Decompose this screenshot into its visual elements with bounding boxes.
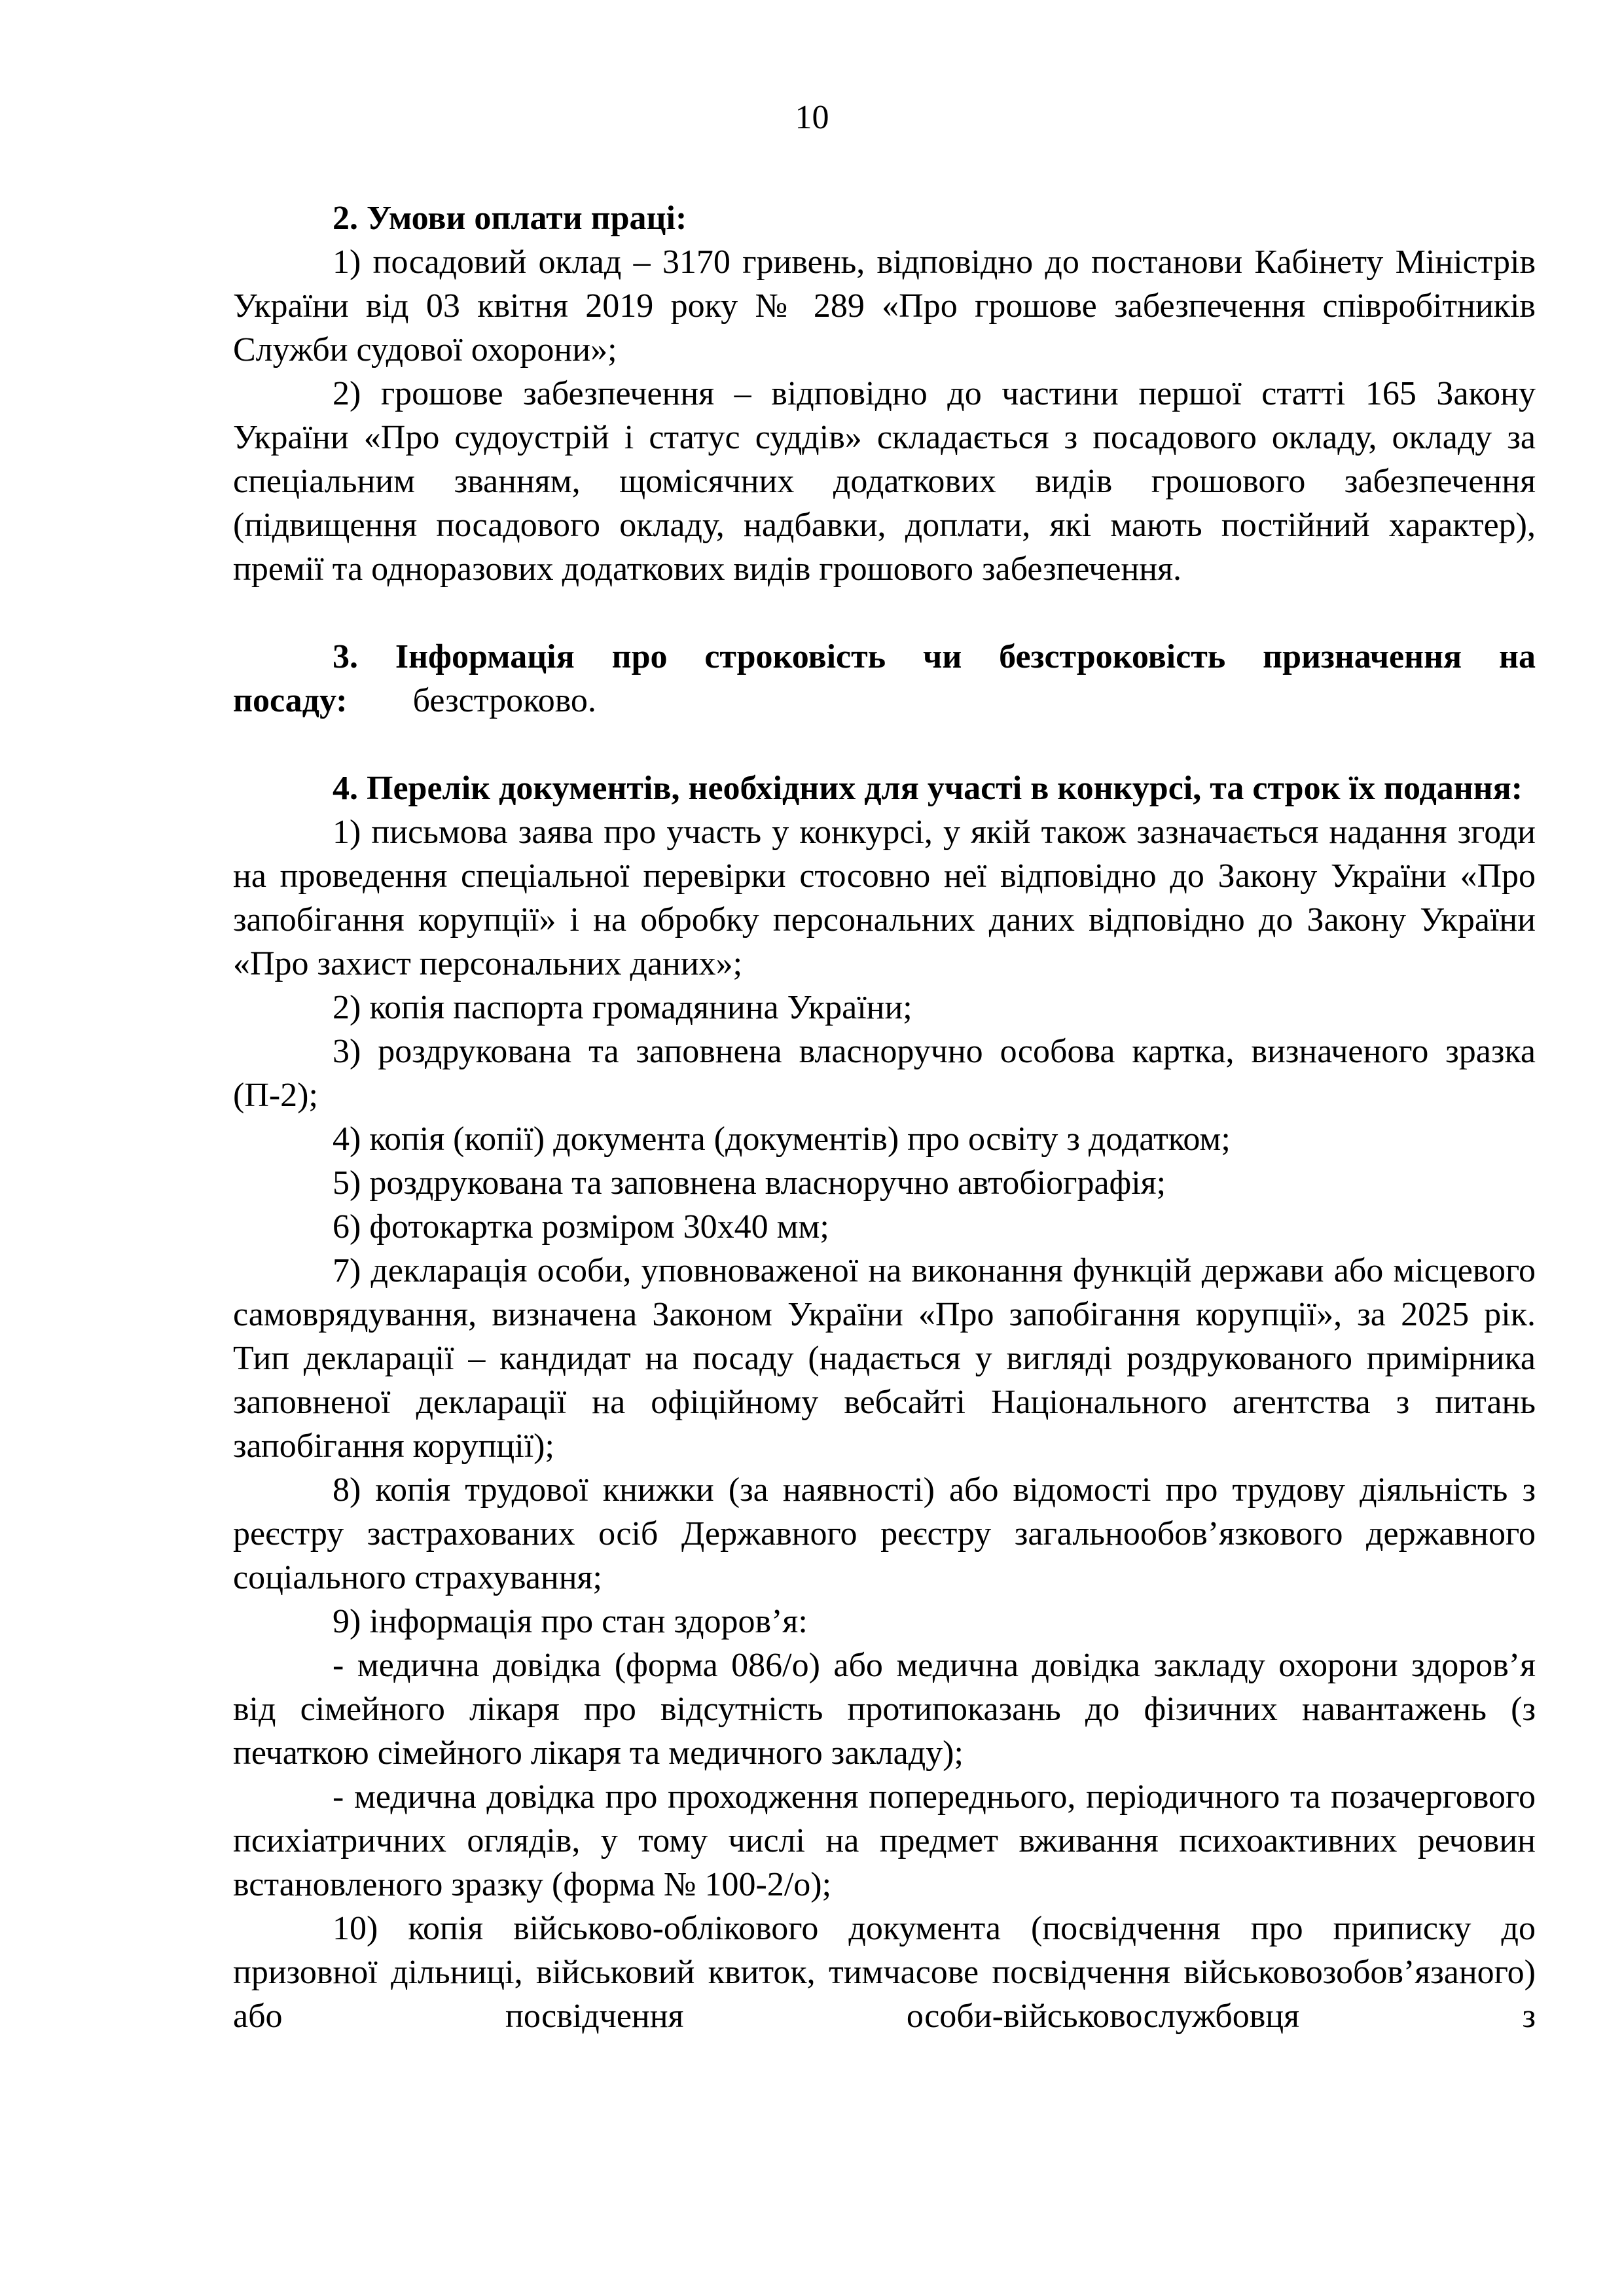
section-4-item-5: 5) роздрукована та заповнена власноручно автобіографія;	[333, 1164, 1166, 1202]
section-3-heading: 3. Інформація про строковість чи безстроковість призначення на посаду:	[233, 638, 1536, 719]
section-4-item-10: 10) копія військово-облікового документа (посвідчення про приписку до призовної дільниці, військовий квиток, тимчасове посвідчення військовозобов’язаного) або посвідчення особи-військовослужбовця з	[233, 1910, 1536, 2035]
section-4-item-9: 9) інформація про стан здоров’я:	[333, 1603, 808, 1640]
section-4-item-9-sub-2: - медична довідка про проходження попереднього, періодичного та позачергового психіатричних оглядів, у тому числі на предмет вживання психоактивних речовин встановленого зразку (форма № 100-2/о);	[233, 1778, 1536, 1903]
section-4-item-8: 8) копія трудової книжки (за наявності) або відомості про трудову діяльність з реєстру застрахованих осіб Державного реєстру загальнообов’язкового державного соціального страхування;	[233, 1471, 1536, 1596]
page-number: 10	[795, 99, 829, 136]
paragraph-gap	[233, 591, 1536, 635]
section-4-item-1: 1) письмова заява про участь у конкурсі, у якій також зазначається надання згоди на проведення спеціальної перевірки стосовно неї відповідно до Закону України «Про запобігання корупції» і на обробку персональних даних відповідно до Закону України «Про захист персональних даних»;	[233, 814, 1536, 982]
section-2-item-1: 1) посадовий оклад – 3170 гривень, відповідно до постанови Кабінету Міністрів України від 03 квітня 2019 року № 289 «Про грошове забезпечення співробітників Служби судової охорони»;	[233, 243, 1536, 368]
section-4-heading: 4. Перелік документів, необхідних для участі в конкурсі, та строк їх подання:	[333, 770, 1523, 807]
paragraph-gap	[233, 723, 1536, 766]
section-4-item-2: 2) копія паспорта громадянина України;	[333, 989, 912, 1026]
section-4-item-9-sub-1: - медична довідка (форма 086/о) або медична довідка закладу охорони здоров’я від сімейного лікаря про відсутність протипоказань до фізичних навантажень (з печаткою сімейного лікаря та медичного закладу);	[233, 1647, 1536, 1772]
section-4-item-7: 7) декларація особи, уповноваженої на виконання функцій держави або місцевого самоврядування, визначена Законом України «Про запобігання корупції», за 2025 рік. Тип декларації – кандидат на посаду (надається у вигляді роздрукованого примірника заповненої декларації на офіційному вебсайті Національного агентства з питань запобігання корупції);	[233, 1252, 1536, 1465]
section-2-item-2: 2) грошове забезпечення – відповідно до частини першої статті 165 Закону України «Про судоустрій і статус суддів» складається з посадового окладу, окладу за спеціальним званням, щомісячних додаткових видів грошового забезпечення (підвищення посадового окладу, надбавки, доплати, які мають постійний характер), премії та одноразових додаткових видів грошового забезпечення.	[233, 375, 1536, 588]
section-2-heading: 2. Умови оплати праці:	[333, 200, 687, 237]
section-3-heading-line	[233, 635, 1536, 723]
document-body	[233, 196, 1536, 2038]
section-4-item-6: 6) фотокартка розміром 30х40 мм;	[333, 1208, 829, 1246]
section-4-item-3: 3) роздрукована та заповнена власноручно особова картка, визначеного зразка (П-2);	[233, 1033, 1536, 1114]
section-3-value: безстроково.	[412, 682, 596, 719]
section-4-item-4: 4) копія (копії) документа (документів) про освіту з додатком;	[333, 1121, 1231, 1158]
